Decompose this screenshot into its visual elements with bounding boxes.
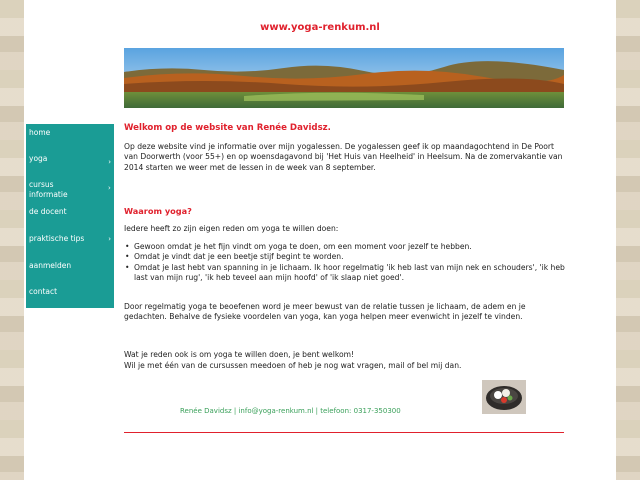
background-right-strip <box>616 0 640 480</box>
nav-item-praktische-tips[interactable] <box>29 234 111 244</box>
submenu-arrow-icon: › <box>108 184 111 192</box>
nav-item-label: cursus informatie <box>29 180 68 199</box>
nav-item-label: praktische tips <box>29 234 85 243</box>
site-url-link[interactable]: www.yoga-renkum.nl <box>260 22 380 33</box>
nav-item-label: contact <box>29 287 58 296</box>
nav-item-home[interactable] <box>29 128 111 138</box>
side-navigation <box>26 124 114 308</box>
nav-item-yoga[interactable] <box>29 154 111 164</box>
nav-item-label: yoga <box>29 154 48 163</box>
list-item: • Omdat je last hebt van spanning in je lichaam. Ik hoor regelmatig 'ik heb last van mijn nek en schouders', 'ik heb last van mijn rug', 'ik heb teveel aan mijn hoofd' of 'ik slaap niet goed'. <box>134 263 570 284</box>
page-container <box>24 0 616 480</box>
page-title: Welkom op de website van Renée Davidsz. <box>124 123 331 133</box>
nav-item-label: aanmelden <box>29 261 72 270</box>
intro-paragraph: Op deze website vind je informatie over mijn yogalessen. De yogalessen geef ik op maandagochtend in De Poort van Doorwerth (voor 55+) en op woensdagavond bij 'Het Huis van Heelheid' in Heelsum. Na de zomervakantie van 2014 starten we weer met de lessen in de week van 8 september. <box>124 142 563 172</box>
footer-contact-text: Renée Davidsz | info@yoga-renkum.nl | telefoon: 0317-350300 <box>180 407 401 415</box>
nav-item-aanmelden[interactable] <box>29 261 111 271</box>
nav-item-contact[interactable] <box>29 287 111 297</box>
closing-line-1: Wat je reden ook is om yoga te willen doen, je bent welkom! <box>124 350 355 359</box>
why-intro-text: Iedere heeft zo zijn eigen reden om yoga te willen doen: <box>124 224 339 233</box>
closing-line-2: Wil je met één van de cursussen meedoen of heb je nog wat vragen, mail of bel mij dan. <box>124 361 462 370</box>
list-item: • Gewoon omdat je het fijn vindt om yoga te doen, om een moment voor jezelf te hebben. <box>134 242 570 252</box>
submenu-arrow-icon: › <box>108 235 111 243</box>
background-left-strip <box>0 0 24 480</box>
header-banner-image <box>124 48 564 108</box>
nav-item-label: home <box>29 128 51 137</box>
nav-item-de-docent[interactable] <box>29 207 111 217</box>
body-paragraph: Door regelmatig yoga te beoefenen word je meer bewust van de relatie tussen je lichaam, de adem en je gedachten. Behalve de fysieke voordelen van yoga, kan yoga helpen meer evenwicht in jezelf te vinden. <box>124 302 526 322</box>
reasons-list <box>124 242 570 284</box>
section-heading-why-yoga: Waarom yoga? <box>124 206 192 216</box>
flower-bowl-image <box>482 380 526 414</box>
nav-item-cursus-informatie[interactable] <box>29 180 89 200</box>
submenu-arrow-icon: › <box>108 158 111 166</box>
list-item: • Omdat je vindt dat je een beetje stijf begint te worden. <box>134 252 570 262</box>
nav-item-label: de docent <box>29 207 67 216</box>
footer-divider <box>124 432 564 433</box>
